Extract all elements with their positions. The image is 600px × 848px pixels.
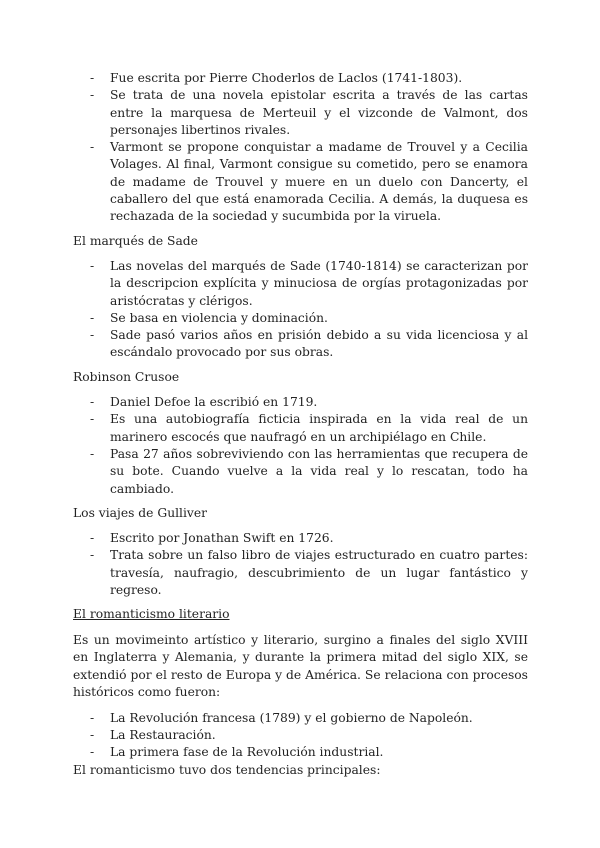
list-item: - La primera fase de la Revolución industrial. — [73, 744, 528, 761]
list-item: - Pasa 27 años sobreviviendo con las herramientas que recupera de su bote. Cuando vuelve a la vida real y lo rescatan, todo ha cambiado. — [73, 446, 528, 498]
list-item: - La Restauración. — [73, 727, 528, 744]
gulliver-list — [73, 530, 528, 599]
list-item: - Es una autobiografía ficticia inspirada en la vida real de un marinero escocés que naufragó en un archipiélago en Chile. — [73, 411, 528, 446]
crusoe-list — [73, 394, 528, 498]
section-heading-gulliver: Los viajes de Gulliver — [73, 505, 208, 520]
romanticismo-intro: Es un movimeinto artístico y literario, surgino a finales del siglo XVIII en Inglaterra y Alemania, y durante la primera mitad del siglo XIX, se extendió por el resto de Europa y de América. Se relaciona con procesos históricos como fueron: — [73, 632, 528, 700]
sade-list — [73, 258, 528, 362]
list-item: - Varmont se propone conquistar a madame de Trouvel y a Cecilia Volages. Al final, Varmont consigue su cometido, pero se enamora de madame de Trouvel y muere en un duelo con Dancerty, el caballero del que está enamorada Cecilia. A demás, la duquesa es rechazada de la sociedad y sucumbida por la viruela. — [73, 139, 528, 225]
list-item: - Fue escrita por Pierre Choderlos de Laclos (1741-1803). — [73, 70, 528, 87]
laclos-list — [73, 70, 528, 226]
romanticismo-list — [73, 710, 528, 762]
page-content — [73, 70, 528, 787]
list-item: - Se trata de una novela epistolar escrita a través de las cartas entre la marquesa de Merteuil y el vizconde de Valmont, dos personajes libertinos rivales. — [73, 87, 528, 139]
list-item: - Escrito por Jonathan Swift en 1726. — [73, 530, 528, 547]
list-item: - Se basa en violencia y dominación. — [73, 310, 528, 327]
list-item: - Trata sobre un falso libro de viajes estructurado en cuatro partes: travesía, naufragio, descubrimiento de un lugar fantástico y regreso. — [73, 547, 528, 599]
list-item: - Daniel Defoe la escribió en 1719. — [73, 394, 528, 411]
list-item: - Las novelas del marqués de Sade (1740-1814) se caracterizan por la descripcion explícita y minuciosa de orgías protagonizadas por aristócratas y clérigos. — [73, 258, 528, 310]
section-heading-crusoe: Robinson Crusoe — [73, 369, 180, 384]
romanticismo-closing: El romanticismo tuvo dos tendencias principales: — [73, 762, 381, 777]
section-heading-sade: El marqués de Sade — [73, 233, 198, 248]
section-heading-romanticismo: El romanticismo literario — [73, 607, 230, 622]
list-item: - Sade pasó varios años en prisión debido a su vida licenciosa y al escándalo provocado por sus obras. — [73, 327, 528, 362]
list-item: - La Revolución francesa (1789) y el gobierno de Napoleón. — [73, 710, 528, 727]
